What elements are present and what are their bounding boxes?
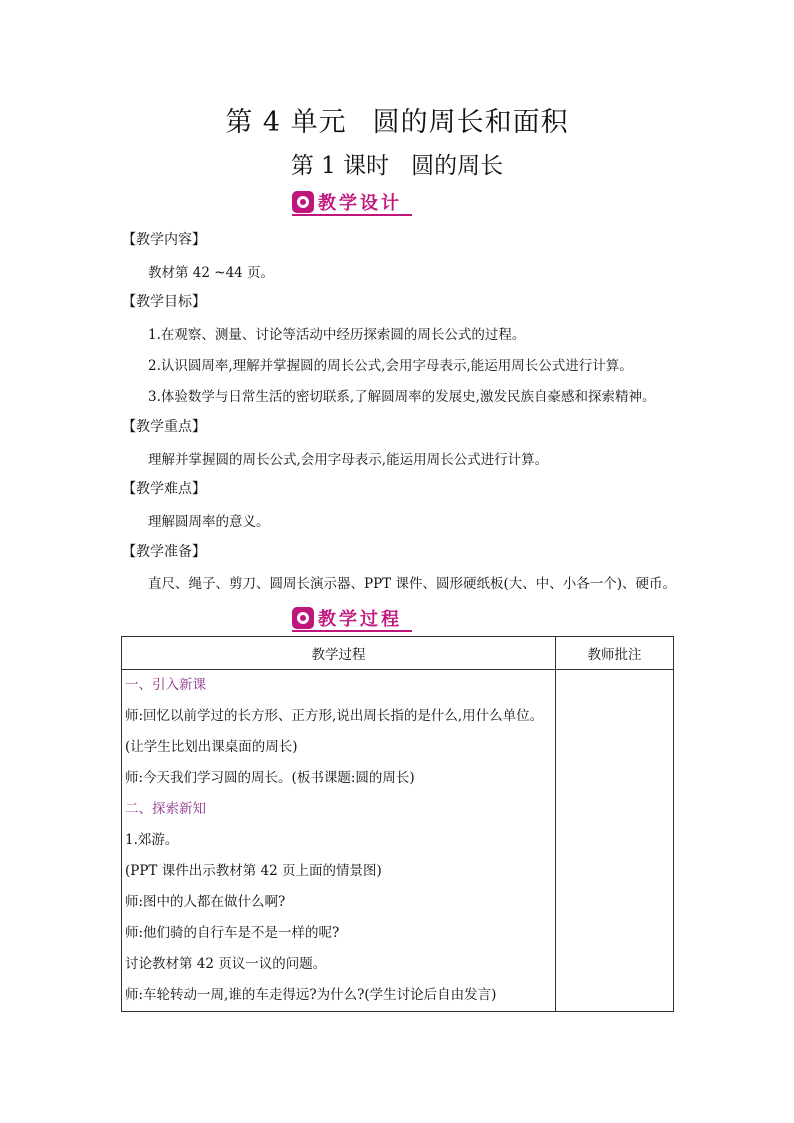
spiral-logo-icon xyxy=(292,191,314,213)
process-line: 师:回忆以前学过的长方形、正方形,说出周长指的是什么,用什么单位。 xyxy=(125,708,544,724)
process-column-header: 教学过程 xyxy=(122,637,556,670)
section-line: 直尺、绳子、剪刀、圆周长演示器、PPT 课件、圆形硬纸板(大、中、小各一个)、硬币。 xyxy=(148,576,676,592)
section-line: 1.在观察、测量、讨论等活动中经历探索圆的周长公式的过程。 xyxy=(148,327,526,343)
section-heading: 【教学准备】 xyxy=(122,544,206,560)
process-line: (PPT 课件出示教材第 42 页上面的情景图) xyxy=(125,863,382,879)
spiral-logo-icon xyxy=(292,607,314,629)
process-line: 师:图中的人都在做什么啊? xyxy=(125,894,286,910)
process-cell xyxy=(122,670,556,1012)
section-title: 一、引入新课 xyxy=(125,677,206,693)
section-heading: 【教学重点】 xyxy=(122,419,206,435)
section-line: 理解圆周率的意义。 xyxy=(148,514,270,530)
section-title: 二、探索新知 xyxy=(125,801,206,817)
lesson-title xyxy=(0,147,794,180)
process-line: 师:他们骑的自行车是不是一样的呢? xyxy=(125,925,340,941)
section-line: 2.认识圆周率,理解并掌握圆的周长公式,会用字母表示,能运用周长公式进行计算。 xyxy=(148,358,633,374)
section-heading: 【教学内容】 xyxy=(122,232,206,248)
banner-label: 教学设计 xyxy=(318,193,402,214)
section-heading: 【教学目标】 xyxy=(122,294,206,310)
section-line: 教材第 42 ~44 页。 xyxy=(148,265,275,281)
notes-cell xyxy=(556,670,674,1012)
banner-label: 教学过程 xyxy=(318,609,402,630)
unit-name: 圆的周长和面积 xyxy=(372,107,569,138)
unit-label: 第 4 单元 xyxy=(225,107,347,138)
process-line: 师:今天我们学习圆的周长。(板书课题:圆的周长) xyxy=(125,770,415,786)
section-line: 理解并掌握圆的周长公式,会用字母表示,能运用周长公式进行计算。 xyxy=(148,452,549,468)
process-line: (让学生比划出课桌面的周长) xyxy=(125,739,298,755)
section-heading: 【教学难点】 xyxy=(122,481,206,497)
lesson-label: 第 1 课时 xyxy=(290,153,390,179)
process-table xyxy=(121,636,674,1012)
process-line: 讨论教材第 42 页议一议的问题。 xyxy=(125,956,327,972)
lesson-name: 圆的周长 xyxy=(411,153,504,179)
teaching-design-banner xyxy=(292,191,402,213)
process-line: 师:车轮转动一周,谁的车走得远?为什么?(学生讨论后自由发言) xyxy=(125,987,497,1003)
notes-column-header: 教师批注 xyxy=(556,637,674,670)
section-line: 3.体验数学与日常生活的密切联系,了解圆周率的发展史,激发民族自豪感和探索精神。 xyxy=(148,389,656,405)
page-title xyxy=(0,100,794,139)
process-line: 1.郊游。 xyxy=(125,832,179,848)
teaching-process-banner xyxy=(292,607,402,629)
